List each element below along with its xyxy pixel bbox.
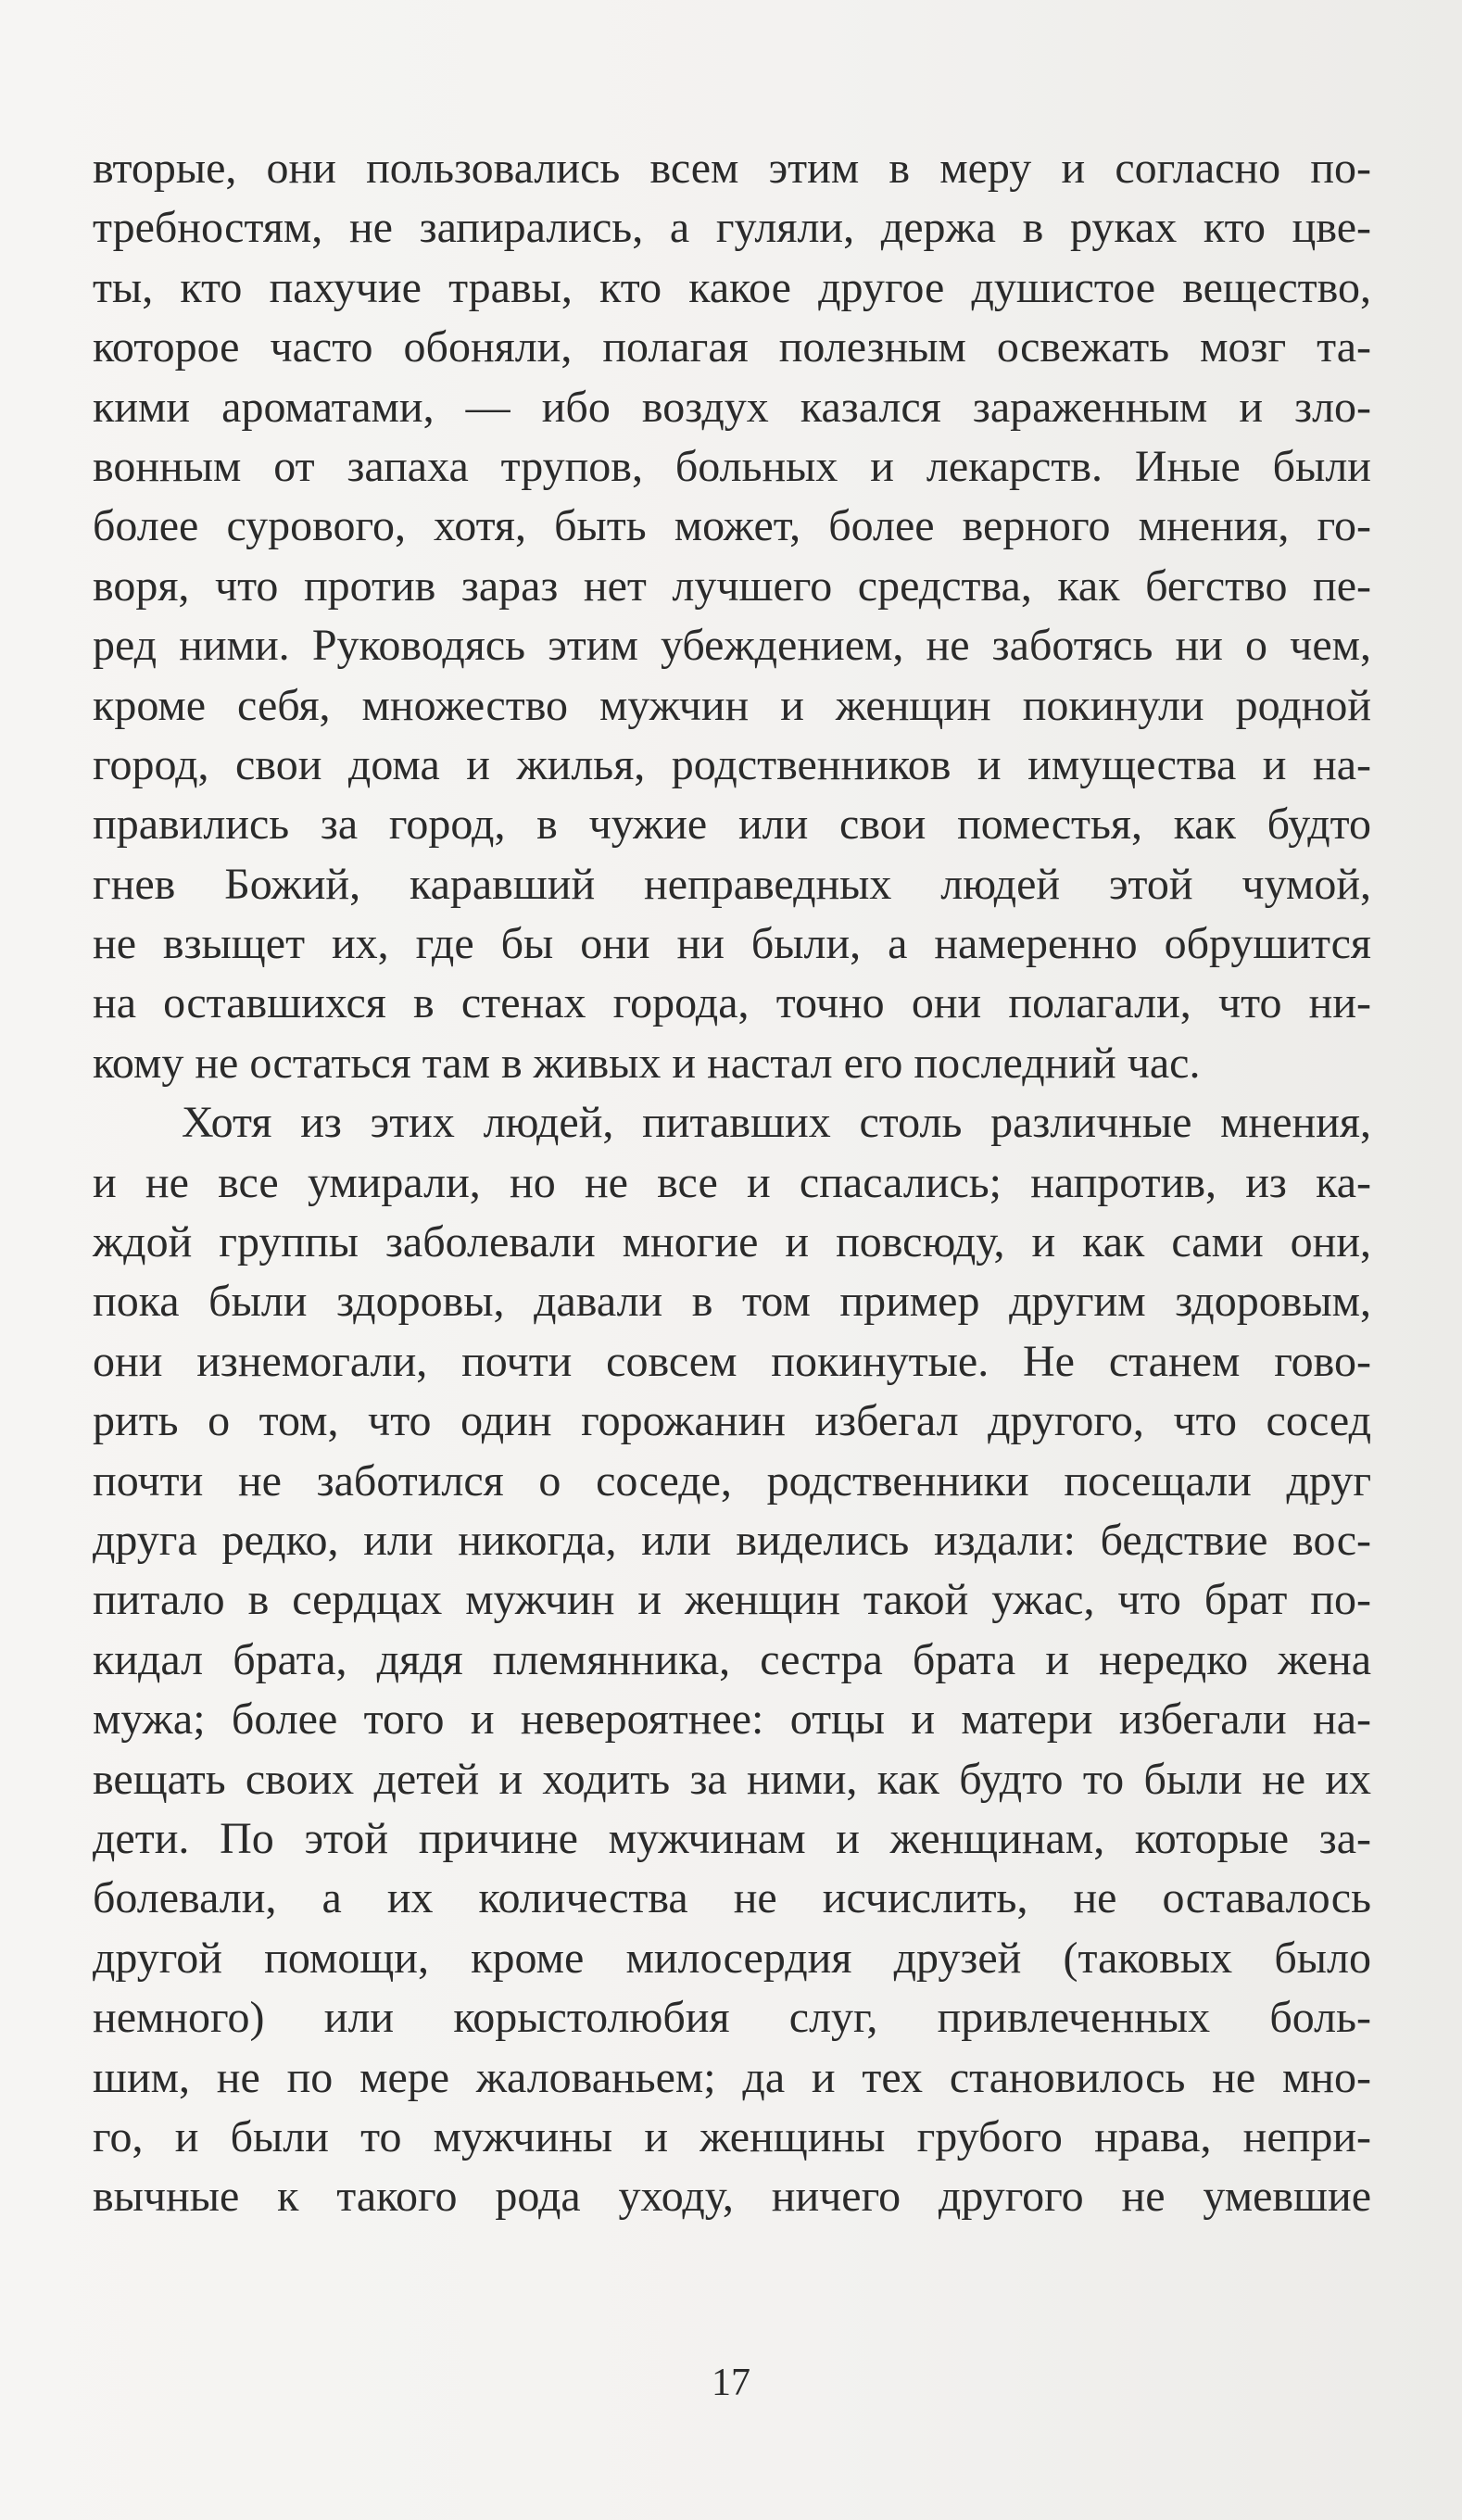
text-line: более сурового, хотя, быть может, более верного мнения, го- [93, 501, 1371, 551]
text-line: мужа; более того и невероятнее: отцы и матери избегали на- [93, 1695, 1371, 1745]
text-line: питало в сердцах мужчин и женщин такой ужас, что брат по- [93, 1575, 1371, 1625]
text-line: которое часто обоняли, полагая полезным освежать мозг та- [93, 322, 1371, 372]
text-line: требностям, не запирались, а гуляли, держа в руках кто цве- [93, 203, 1371, 253]
text-line: вонным от запаха трупов, больных и лекарств. Иные были [93, 441, 1371, 491]
text-line: кроме себя, множество мужчин и женщин покинули родной [93, 680, 1371, 730]
text-line: ты, кто пахучие травы, кто какое другое душистое вещество, [93, 262, 1371, 312]
text-line: пока были здоровы, давали в том пример другим здоровым, [93, 1277, 1371, 1327]
text-line: и не все умирали, но не все и спасались; напротив, из ка- [93, 1157, 1371, 1207]
text-line: правились за город, в чужие или свои поместья, как будто [93, 800, 1371, 850]
text-line: дети. По этой причине мужчинам и женщинам, которые за- [93, 1813, 1371, 1863]
text-line: не взыщет их, где бы они ни были, а намеренно обрушится [93, 919, 1371, 969]
text-line: вычные к такого рода уходу, ничего другого не умевшие [93, 2172, 1371, 2222]
text-line: другой помощи, кроме милосердия друзей (таковых было [93, 1933, 1371, 1983]
text-line: воря, что против зараз нет лучшего средства, как бегство пе- [93, 561, 1371, 611]
text-line: немного) или корыстолюбия слуг, привлеченных боль- [93, 1993, 1371, 2043]
body-text [93, 139, 1371, 2227]
text-line: шим, не по мере жалованьем; да и тех становилось не мно- [93, 2052, 1371, 2102]
text-line: кими ароматами, — ибо воздух казался зараженным и зло- [93, 382, 1371, 432]
page-number: 17 [712, 2362, 750, 2404]
text-line: болевали, а их количества не исчислить, не оставалось [93, 1873, 1371, 1923]
text-line: гнев Божий, каравший неправедных людей этой чумой, [93, 859, 1371, 909]
text-line: они изнемогали, почти совсем покинутые. Не станем гово- [93, 1336, 1371, 1386]
text-line: ред ними. Руководясь этим убеждением, не заботясь ни о чем, [93, 621, 1371, 671]
text-line: рить о том, что один горожанин избегал другого, что сосед [93, 1396, 1371, 1446]
text-line: вещать своих детей и ходить за ними, как будто то были не их [93, 1754, 1371, 1804]
text-line: друга редко, или никогда, или виделись издали: бедствие вос- [93, 1515, 1371, 1565]
text-line: вторые, они пользовались всем этим в меру и согласно по- [93, 144, 1371, 193]
text-line: кидал брата, дядя племянника, сестра брата и нередко жена [93, 1634, 1371, 1684]
paragraph-start-line: Хотя из этих людей, питавших столь различные мнения, [182, 1098, 1371, 1148]
text-line: ждой группы заболевали многие и повсюду, и как сами они, [93, 1217, 1371, 1267]
paragraph-end-line: кому не остаться там в живых и настал его последний час. [93, 1038, 1201, 1088]
text-line: го, и были то мужчины и женщины грубого нрава, непри- [93, 2111, 1371, 2161]
text-line: почти не заботился о соседе, родственники посещали друг [93, 1455, 1371, 1506]
text-line: на оставшихся в стенах города, точно они полагали, что ни- [93, 978, 1371, 1028]
text-line: город, свои дома и жилья, родственников и имущества и на- [93, 739, 1371, 789]
